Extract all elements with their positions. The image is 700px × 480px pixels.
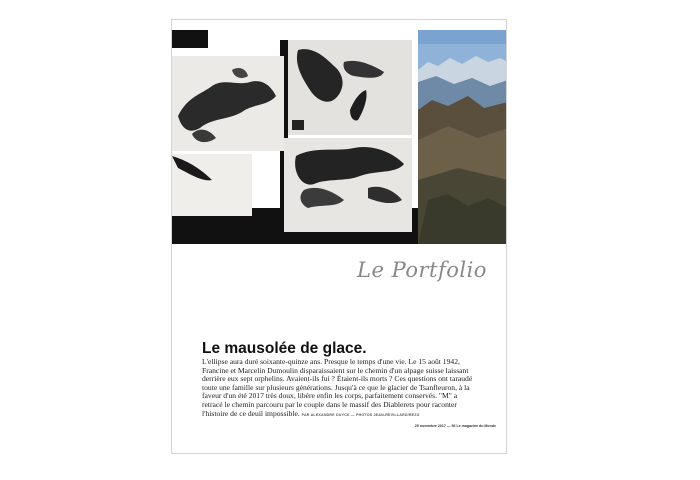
archive-photo-4 — [284, 138, 412, 232]
alpine-landscape-photo — [418, 30, 507, 244]
magazine-page — [171, 19, 507, 454]
archive-photo-1 — [172, 56, 284, 151]
page-folio: 25 novembre 2017 — 56 Le magazine du Monde — [414, 424, 496, 428]
photo-collage — [172, 30, 507, 244]
lede-text: L'ellipse aura duré soixante-quinze ans. Presque le temps d'une vie. Le 15 août 1942, Francine et Marcelin Dumoulin disparaissaient sur le chemin d'un alpage suisse laissant derrière eux sept orphelins. Avaient-ils fui ? Étaient-ils morts ? Ces questions ont taraudé toute une famille sur plusieurs générations. Jusqu'à ce que le glacier de Tsanfleuron, à la faveur d'un été 2017 très doux, libère enfin les corps, parfaitement conservés. "M" a retracé le chemin parcouru par le couple dans le massif des Diablerets pour raconter l'histoire de ce deuil impossible. — [202, 357, 473, 418]
byline-credits: PAR ALEXANDRE DUYCK — PHOTOS JEAN-REVILLARD/REZO — [301, 412, 420, 417]
collage-dark-band-top — [172, 30, 208, 48]
headline: Le mausolée de glace. — [202, 340, 367, 357]
archive-photo-2 — [288, 40, 412, 135]
lede-paragraph — [202, 358, 478, 419]
section-title: Le Portfolio — [357, 258, 487, 282]
archive-photo-3 — [172, 154, 252, 216]
